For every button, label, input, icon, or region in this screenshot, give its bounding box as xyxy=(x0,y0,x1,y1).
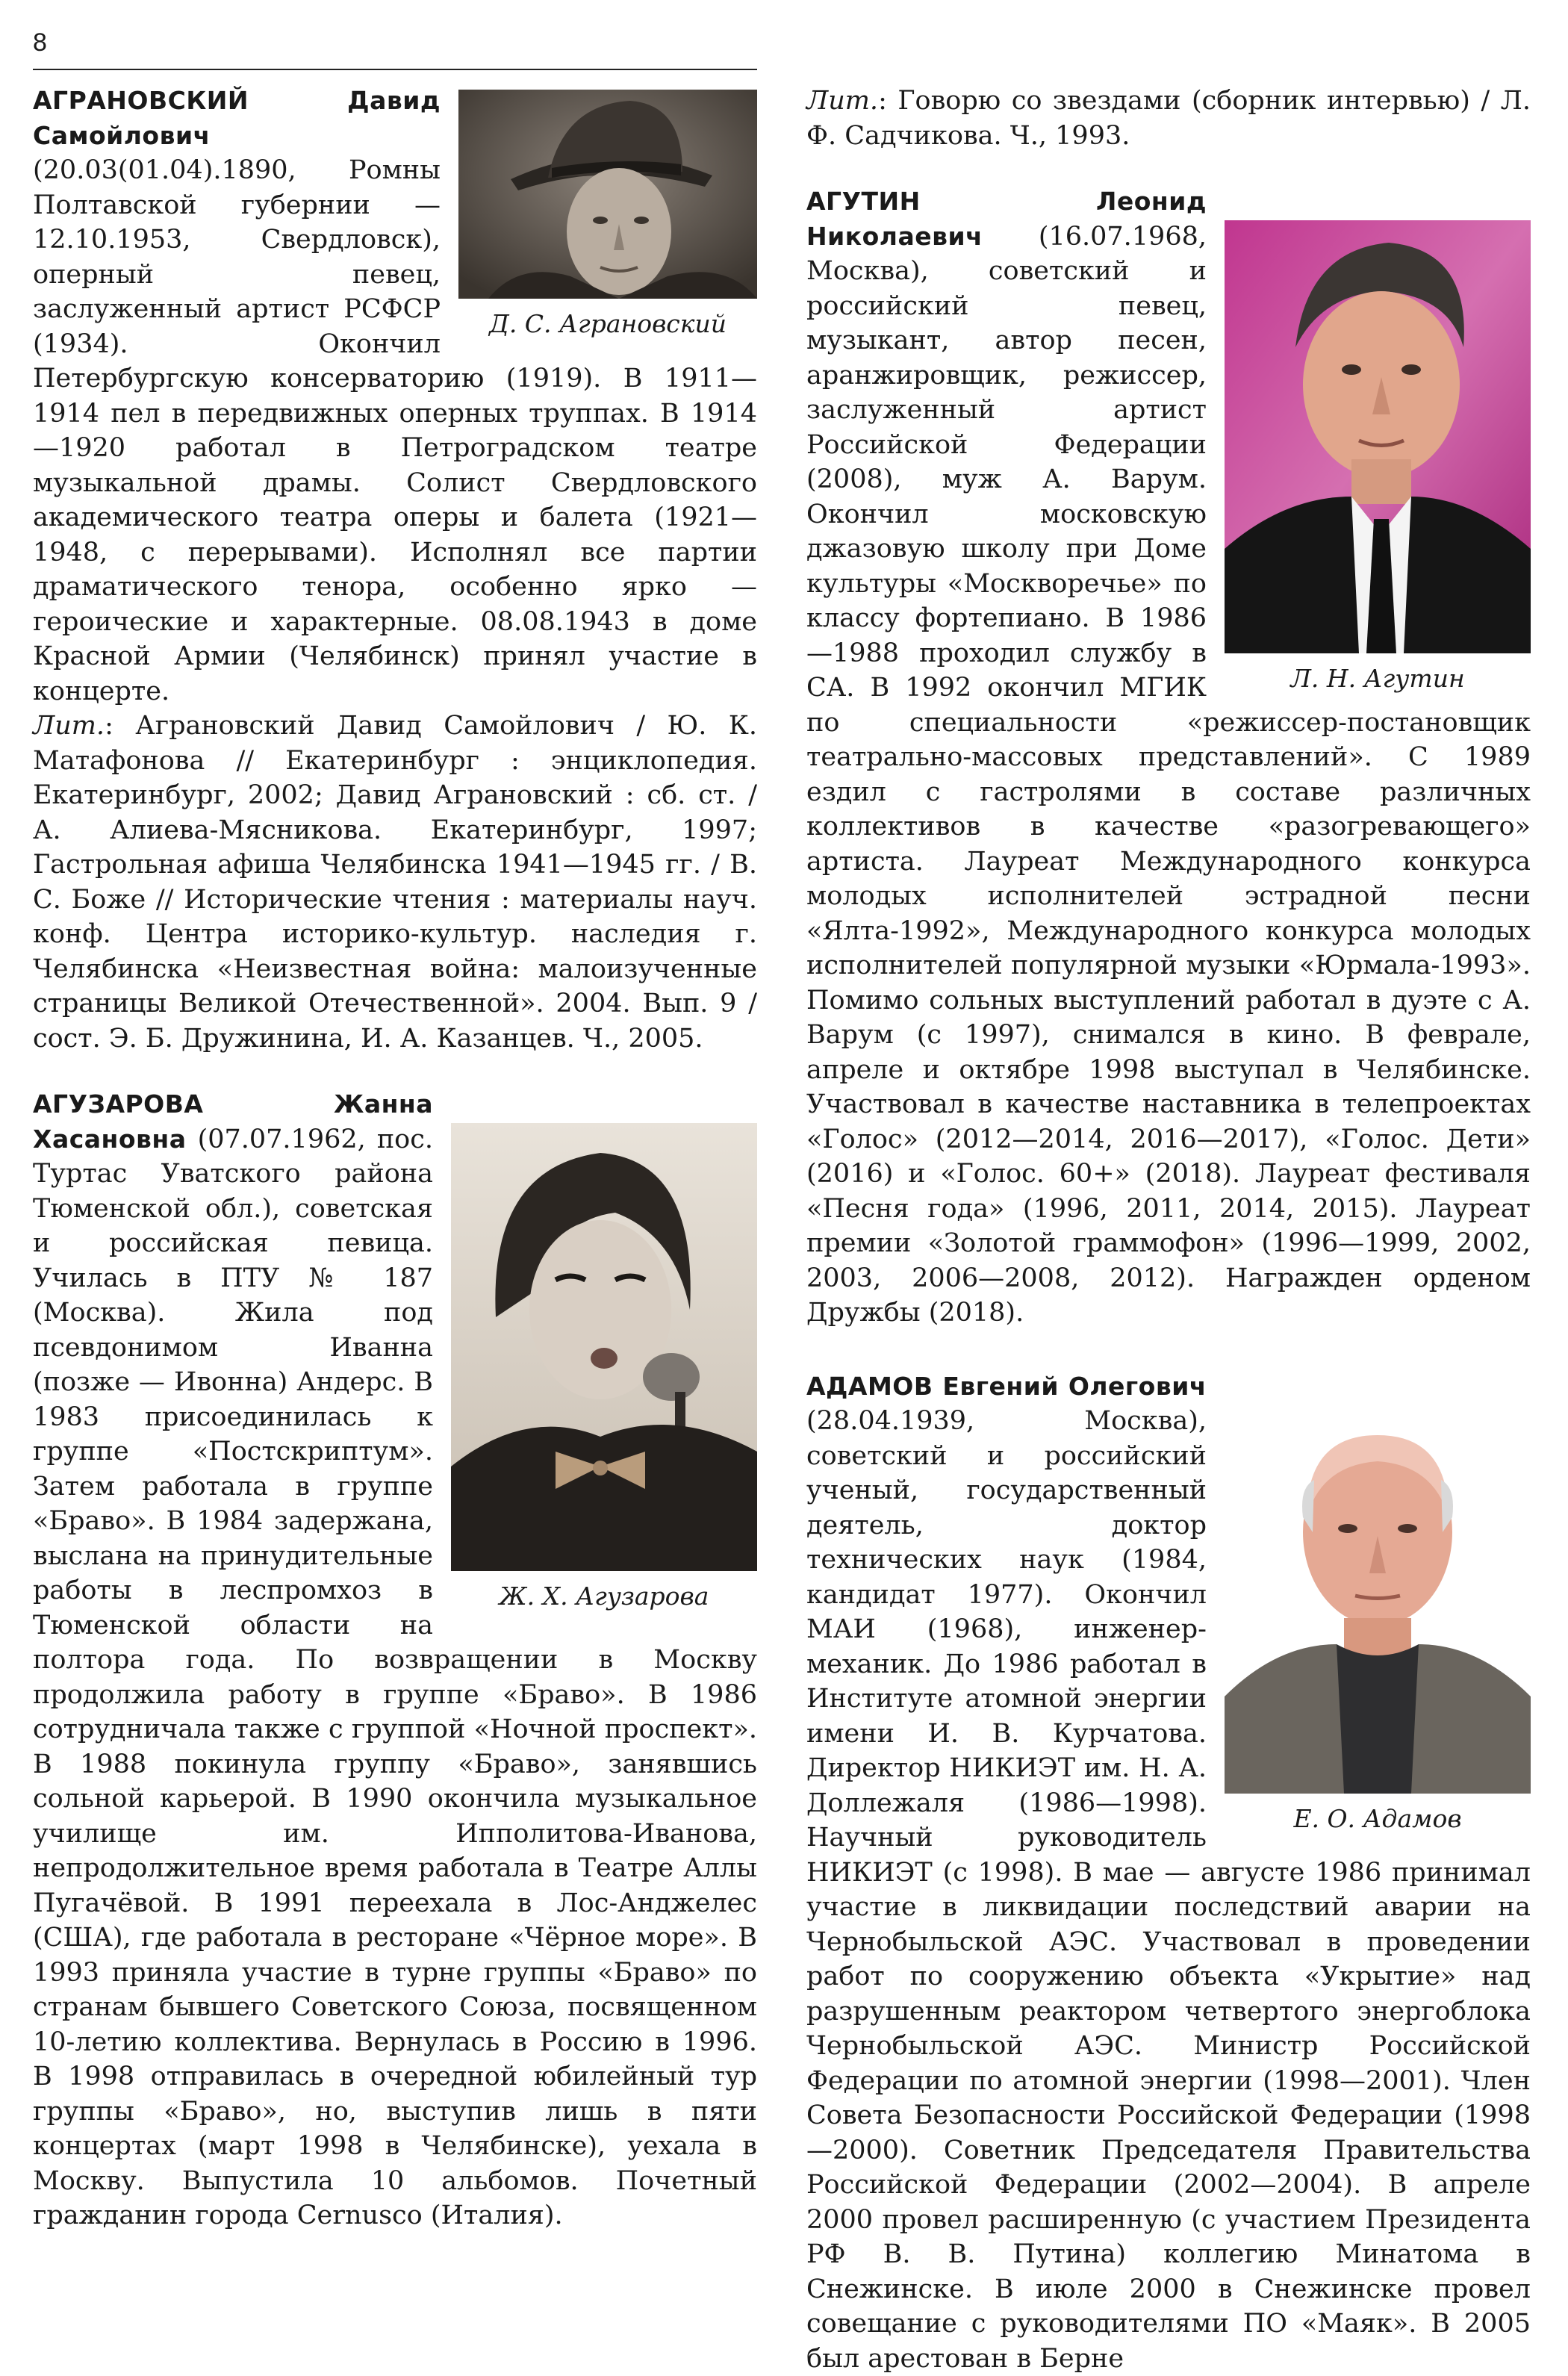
entry-adamov xyxy=(806,1369,1531,2376)
entry-text-agranovsky: (20.03(01.04).1890, Ромны Полтавской губернии — 12.10.1953, Свердловск), оперный певец, заслуженный артист РСФСР (1934). Окончил Петербургскую консерваторию (1919). В 1911—1914 пел в передвижных оперных труппах. В 1914—1920 работал в Петроградском театре музыкальной драмы. Солист Свердловского академического театра оперы и балета (1921—1948, с перерывами). Исполнял все партии драматического тенора, особенно ярко — героические и характерные. 08.08.1943 в доме Красной Армии (Челябинск) принял участие в концерте. xyxy=(33,155,757,706)
entry-agranovsky-lit-cont xyxy=(806,84,1531,153)
photo-figure-aguzarova xyxy=(451,1123,757,1613)
right-column xyxy=(806,84,1531,2376)
photo-figure-agutin xyxy=(1225,220,1531,695)
entry-aguzarova xyxy=(33,1087,757,2233)
portrait-adamov xyxy=(1225,1405,1531,1794)
page-number: 8 xyxy=(33,28,47,57)
entry-text-aguzarova: (07.07.1962, пос. Туртас Уватского района Тюменской обл.), советская и российская певица. Училась в ПТУ № 187 (Москва). Жила под псевдонимом Иванна (позже — Ивонна) Андерс. В 1983 присоединилась к группе «Постскриптум». Затем работала в группе «Браво». В 1984 задержана, выслана на принудительные работы в леспромхоз в Тюменской области на полтора года. По возвращении в Москву продолжила работу в группе «Браво». В 1986 сотрудничала также с группой «Ночной проспект». В 1988 покинула группу «Браво», занявшись сольной карьерой. В 1990 окончила музыкальное училище им. Ипполитова-Иванова, непродолжительное время работала в Театре Аллы Пугачёвой. В 1991 переехала в Лос-Анджелес (США), где работала в ресторане «Чёрное море». В 1993 приняла участие в турне группы «Браво» по странам бывшего Советского Союза, посвященном 10-летию коллектива. Вернулась в Россию в 1996. В 1998 отправилась в очередной юбилейный тур группы «Браво», но, выступив лишь в пяти концертах (март 1998 в Челябинске), уехала в Москву. Выпустила 10 альбомов. Почетный гражданин города Cernusco (Италия). xyxy=(33,1125,757,2231)
lit-agranovsky: Лит.: Аграновский Давид Самойлович / Ю. К. Матафонова // Екатеринбург : энциклопедия. Екатеринбург, 2002; Давид Аграновский : сб. ст. / А. Алиева-Мясникова. Екатеринбург, 1997; Гастрольная афиша Челябинска 1941—1945 гг. / В. С. Боже // Исторические чтения : материалы науч. конф. Центра историко-культур. наследия г. Челябинска «Неизвестная война: малоизученные страницы Великой Отечественной». 2004. Вып. 9 / сост. Э. Б. Дружинина, И. А. Казанцев. Ч., 2005. xyxy=(33,709,757,1056)
entry-name-agranovsky: АГРАНОВСКИЙ Давид Самойлович xyxy=(33,86,441,150)
caption-agranovsky: Д. С. Аграновский xyxy=(458,308,757,340)
lit-agranovsky-cont: Лит.: Говорю со звездами (сборник интервью) / Л. Ф. Садчикова. Ч., 1993. xyxy=(806,84,1531,153)
portrait-aguzarova xyxy=(451,1123,757,1571)
entry-name-aguzarova: АГУЗАРОВА Жанна Хасановна xyxy=(33,1089,433,1154)
left-column xyxy=(33,84,757,2233)
photo-figure-agranovsky xyxy=(458,90,757,340)
entry-name-adamov: АДАМОВ Евгений Олегович xyxy=(806,1372,1207,1401)
portrait-agranovsky xyxy=(458,90,757,299)
caption-adamov: Е. О. Адамов xyxy=(1225,1803,1531,1835)
entry-name-agutin: АГУТИН Леонид Николаевич xyxy=(806,187,1207,251)
photo-figure-adamov xyxy=(1225,1405,1531,1835)
entry-agranovsky xyxy=(33,84,757,1056)
caption-aguzarova: Ж. Х. Агузарова xyxy=(451,1580,757,1613)
entry-text-adamov: (28.04.1939, Москва), советский и российский ученый, государственный деятель, доктор технических наук (1984, кандидат 1977). Окончил МАИ (1968), инженер-механик. До 1986 работал в Институте атомной энергии имени И. В. Курчатова. Директор НИКИЭТ им. Н. А. Доллежаля (1986—1998). Научный руководитель НИКИЭТ (с 1998). В мае — августе 1986 принимал участие в ликвидации последствий аварии на Чернобыльской АЭС. Участвовал в проведении работ по сооружению объекта «Укрытие» над разрушенным реактором четвертого энергоблока Чернобыльской АЭС. Министр Российской Федерации по атомной энергии (1998—2001). Член Совета Безопасности Российской Федерации (1998—2000). Советник Председателя Правительства Российской Федерации (2002—2004). В апреле 2000 провел расширенную (с участием Президента РФ В. В. Путина) коллегию Минатома в Снежинске. В июле 2000 в Снежинске провел совещание с руководителями ПО «Маяк». В 2005 был арестован в Берне xyxy=(806,1406,1531,2374)
portrait-agutin xyxy=(1225,220,1531,653)
entry-text-agutin: (16.07.1968, Москва), советский и российский певец, музыкант, автор песен, аранжировщик, режиссер, заслуженный артист Российской Федерации (2008), муж А. Варум. Окончил московскую джазовую школу при Доме культуры «Москворечье» по классу фортепиано. В 1986—1988 проходил службу в СА. В 1992 окончил МГИК по специальности «режиссер-постановщик театрально-массовых представлений». С 1989 ездил с гастролями в составе различных коллективов в качестве «разогревающего» артиста. Лауреат Международного конкурса молодых исполнителей эстрадной песни «Ялта-1992», Международного конкурса молодых исполнителей популярной музыки «Юрмала-1993». Помимо сольных выступлений работал в дуэте с А. Варум (с 1997), снимался в кино. В феврале, апреле и октябре 1998 выступал в Челябинске. Участвовал в качестве наставника в телепроектах «Голос» (2012—2014, 2016—2017), «Голос. Дети» (2016) и «Голос. 60+» (2018). Лауреат фестиваля «Песня года» (1996, 2011, 2014, 2015). Лауреат премии «Золотой граммофон» (1996—1999, 2002, 2003, 2006—2008, 2012). Награжден орденом Дружбы (2018). xyxy=(806,222,1531,1328)
caption-agutin: Л. Н. Агутин xyxy=(1225,662,1531,695)
entry-agutin xyxy=(806,184,1531,1331)
header-rule xyxy=(33,69,757,70)
